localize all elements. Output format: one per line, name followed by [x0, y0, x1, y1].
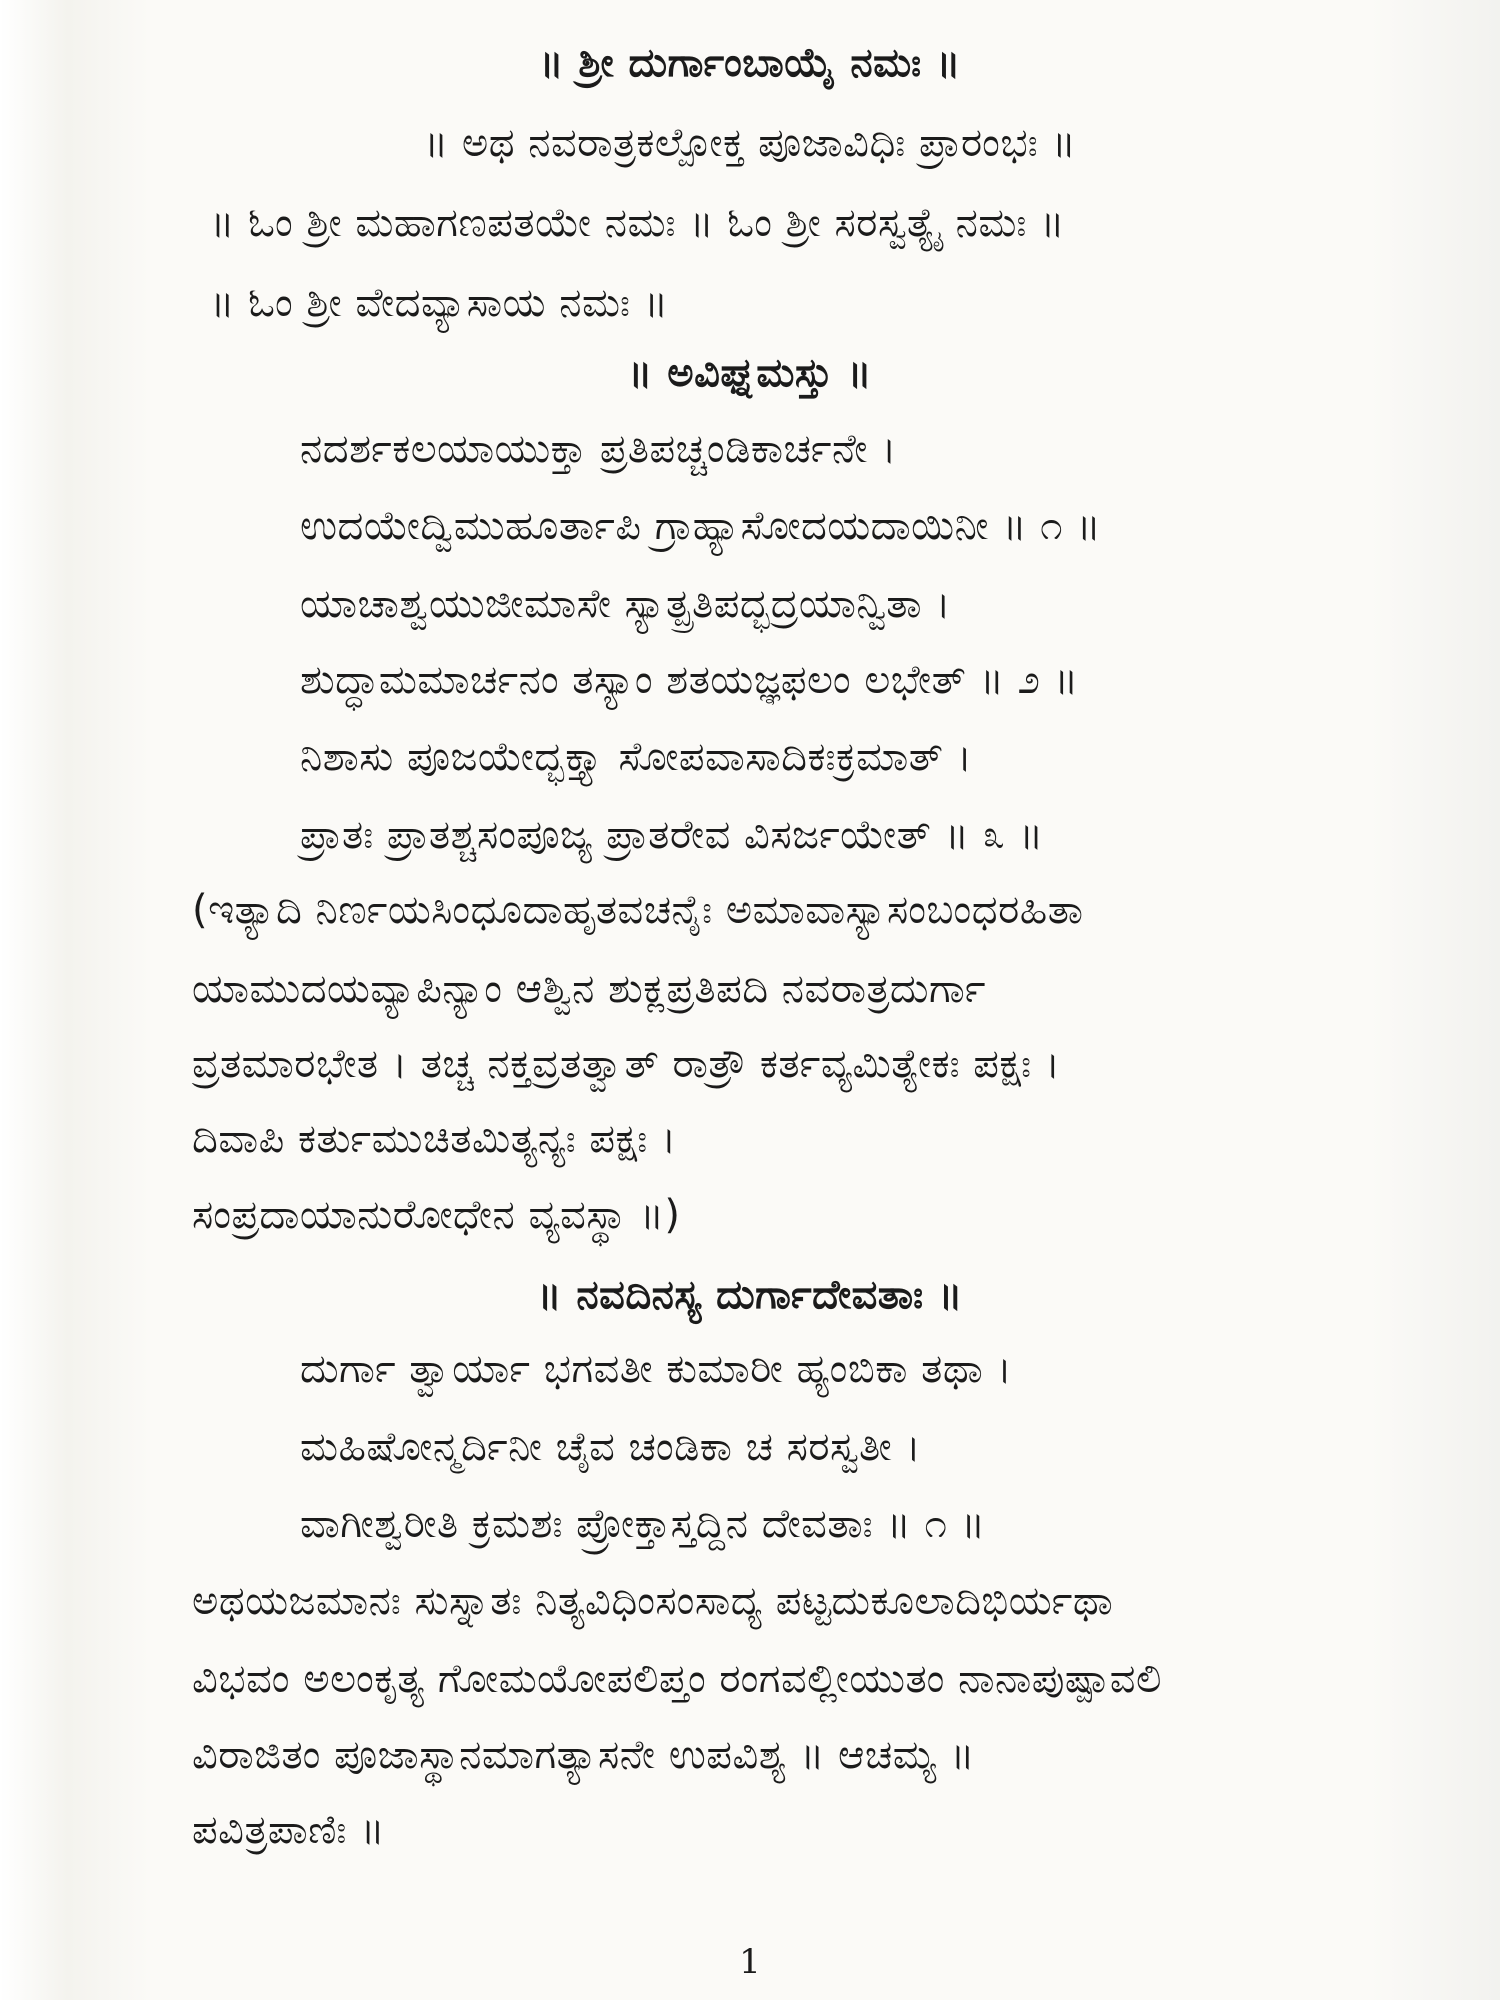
- page-number: 1: [739, 1942, 761, 1982]
- prose-line: ಯಾಮುದಯವ್ಯಾಪಿನ್ಯಾಂ ಆಶ್ವಿನ ಶುಕ್ಲಪ್ರತಿಪದಿ ನವರಾತ್ರದುರ್ಗಾ: [192, 966, 986, 1012]
- prose-line: ವಿಭವಂ ಅಲಂಕೃತ್ಯ ಗೋಮಯೋಪಲಿಪ್ತಂ ರಂಗವಲ್ಲೀಯುತಂ ನಾನಾಪುಷ್ಪಾವಲಿ: [192, 1656, 1162, 1702]
- verse-line: ಮಹಿಷೋನ್ಮರ್ದಿನೀ ಚೈವ ಚಂಡಿಕಾ ಚ ಸರಸ್ವತೀ ।: [300, 1424, 922, 1470]
- prose-line: ವ್ರತಮಾರಭೇತ । ತಚ್ಚ ನಕ್ತವ್ರತತ್ವಾತ್ ರಾತ್ರೌ ಕರ್ತವ್ಯಮಿತ್ಯೇಕಃ ಪಕ್ಷಃ ।: [192, 1041, 1061, 1087]
- heading-durgambayai: ॥ ಶ್ರೀ ದುರ್ಗಾಂಬಾಯೈ ನಮಃ ॥: [539, 40, 961, 86]
- verse-line: ಪ್ರಾತಃ ಪ್ರಾತಶ್ಚಸಂಪೂಜ್ಯ ಪ್ರಾತರೇವ ವಿಸರ್ಜಯೇತ್ ॥ ೩ ॥: [300, 812, 1044, 858]
- heading-vedavyasa: ॥ ಓಂ ಶ್ರೀ ವೇದವ್ಯಾಸಾಯ ನಮಃ ॥: [210, 280, 669, 326]
- prose-line: ವಿರಾಜಿತಂ ಪೂಜಾಸ್ಥಾನಮಾಗತ್ಯಾಸನೇ ಉಪವಿಶ್ಯ ॥ ಆಚಮ್ಯ ॥: [192, 1732, 975, 1778]
- verse-line: ಉದಯೇದ್ವಿಮುಹೂರ್ತಾಪಿ ಗ್ರಾಹ್ಯಾಸೋದಯದಾಯಿನೀ ॥ ೧ ॥: [300, 503, 1102, 549]
- prose-line: ಸಂಪ್ರದಾಯಾನುರೋಧೇನ ವ್ಯವಸ್ಥಾ ॥): [192, 1192, 681, 1238]
- verse-line: ವಾಗೀಶ್ವರೀತಿ ಕ್ರಮಶಃ ಪ್ರೋಕ್ತಾಸ್ತದ್ದಿನ ದೇವತಾಃ ॥ ೧ ॥: [300, 1501, 986, 1547]
- prose-line: ಅಥಯಜಮಾನಃ ಸುಸ್ನಾತಃ ನಿತ್ಯವಿಧಿಂಸಂಸಾದ್ಯ ಪಟ್ಟದುಕೂಲಾದಿಭಿರ್ಯಥಾ: [192, 1578, 1114, 1624]
- heading-avighnamastu: ॥ ಅವಿಘ್ನಮಸ್ತು ॥: [627, 350, 873, 396]
- prose-line: ದಿವಾಪಿ ಕರ್ತುಮುಚಿತಮಿತ್ಯನ್ಯಃ ಪಕ್ಷಃ ।: [192, 1116, 677, 1162]
- heading-navaratra-puja: ॥ ಅಥ ನವರಾತ್ರಕಲ್ಪೋಕ್ತ ಪೂಜಾವಿಧಿಃ ಪ್ರಾರಂಭಃ ॥: [423, 120, 1077, 166]
- heading-ganapati-sarasvati: ॥ ಓಂ ಶ್ರೀ ಮಹಾಗಣಪತಯೇ ನಮಃ ॥ ಓಂ ಶ್ರೀ ಸರಸ್ವತ್ಯೈ ನಮಃ ॥: [210, 200, 1065, 246]
- prose-line: ಪವಿತ್ರಪಾಣಿಃ ॥: [192, 1807, 385, 1853]
- verse-line: ನಿಶಾಸು ಪೂಜಯೇದ್ಭಕ್ತ್ಯಾ ಸೋಪವಾಸಾದಿಕಃಕ್ರಮಾತ್ ।: [300, 734, 973, 780]
- verse-line: ಯಾಚಾಶ್ವಯುಜೀಮಾಸೇ ಸ್ಯಾತ್ಪ್ರತಿಪದ್ಭದ್ರಯಾನ್ವಿತಾ ।: [300, 581, 951, 627]
- heading-navadinasya: ॥ ನವದಿನಸ್ಯ ದುರ್ಗಾದೇವತಾಃ ॥: [537, 1272, 963, 1318]
- verse-line: ನದರ್ಶಕಲಯಾಯುಕ್ತಾ ಪ್ರತಿಪಚ್ಚಂಡಿಕಾರ್ಚನೇ ।: [300, 426, 897, 472]
- prose-line: (ಇತ್ಯಾದಿ ನಿರ್ಣಯಸಿಂಧೂದಾಹೃತವಚನೈಃ ಅಮಾವಾಸ್ಯಾಸಂಬಂಧರಹಿತಾ: [192, 887, 1084, 933]
- verse-line: ದುರ್ಗಾ ತ್ವಾರ್ಯಾ ಭಗವತೀ ಕುಮಾರೀ ಹ್ಯಂಬಿಕಾ ತಥಾ ।: [300, 1346, 1013, 1392]
- verse-line: ಶುದ್ಧಾಮಮಾರ್ಚನಂ ತಸ್ಯಾಂ ಶತಯಜ್ಞಫಲಂ ಲಭೇತ್ ॥ ೨ ॥: [300, 657, 1079, 703]
